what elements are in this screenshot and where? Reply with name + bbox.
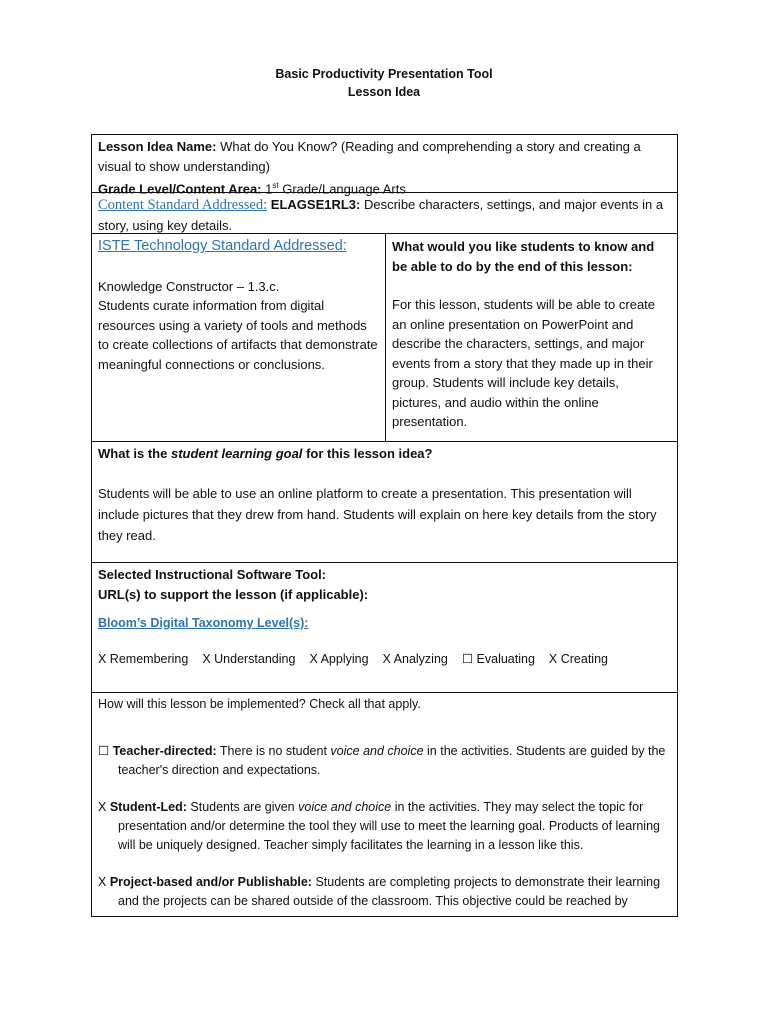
project-based-checkbox[interactable]: X [98, 875, 107, 889]
lesson-name-row [92, 135, 677, 197]
teacher-directed-text-emphasis: voice and choice [330, 744, 424, 758]
implementation-question: How will this lesson be implemented? Check all that apply. [98, 697, 421, 711]
content-standard-label: Content Standard Addressed: [98, 197, 268, 213]
blooms-level-analyzing[interactable]: X Analyzing [382, 651, 448, 666]
student-led-text-pre: Students are given [190, 800, 295, 814]
goal-question-emphasis: student learning goal [170, 446, 303, 461]
standards-row [92, 234, 677, 442]
implementation-row [92, 693, 677, 917]
student-led-text-emphasis: voice and choice [298, 800, 392, 814]
iste-text: Students curate information from digital resources using a variety of tools and methods to create collections of artifacts that demonstrate meaningful connections or conclusions. [98, 298, 378, 372]
goal-answer: Students will be able to use an online platform to create a presentation. This presentation will include pictures that they drew from hand. Students will explain on here key details from the story they read. [98, 485, 657, 543]
student-led-checkbox[interactable]: X [98, 800, 107, 814]
blooms-level-remembering[interactable]: X Remembering [98, 651, 189, 666]
blooms-level-understanding[interactable]: X Understanding [202, 651, 296, 666]
content-standard-text: Describe characters, settings, and major events in a story, using key details. [98, 197, 664, 233]
blooms-levels [98, 650, 671, 670]
blooms-label: Bloom’s Digital Taxonomy Level(s): [98, 616, 309, 630]
blooms-level-creating[interactable]: X Creating [548, 651, 608, 666]
implementation-item-student-led [98, 798, 671, 855]
document-title: Basic Productivity Presentation Tool [275, 67, 493, 81]
grade-value-text: Grade/Language Arts [282, 181, 406, 197]
lesson-name-value: What do You Know? (Reading and comprehending a story and creating a visual to show understanding) [98, 139, 641, 174]
student-led-label: Student-Led: [109, 800, 187, 814]
blooms-level-applying[interactable]: X Applying [309, 651, 369, 666]
iste-label: ISTE Technology Standard Addressed: [98, 238, 347, 254]
lesson-table [91, 134, 678, 917]
grade-label: Grade Level/Content Area: [98, 181, 262, 197]
teacher-directed-text-pre: There is no student [219, 744, 327, 758]
grade-value-number: 1 [265, 181, 273, 197]
teacher-directed-checkbox[interactable]: ☐ [98, 744, 110, 758]
project-based-label: Project-based and/or Publishable: [109, 875, 312, 889]
software-url-label: URL(s) to support the lesson (if applicable): [98, 586, 369, 602]
grade-value-sup: st [272, 181, 279, 190]
content-standard-code: ELAGSE1RL3: [270, 197, 361, 212]
teacher-directed-label: Teacher-directed: [112, 744, 217, 758]
lesson-name-label: Lesson Idea Name: [98, 139, 217, 154]
know-do-answer: For this lesson, students will be able to create an online presentation on PowerPoint and describe the characters, settings, and major events from a story that they made up in their group. Students will include key details, pictures, and audio within the online presentation. [392, 297, 656, 429]
teacher-directed-text-post: in the activities. Students are guided by the teacher's direction and expectations. [118, 744, 666, 777]
learning-goal-row [92, 442, 677, 563]
software-row [92, 563, 677, 693]
content-standard-row [92, 193, 677, 234]
know-do-question: What would you like students to know and be able to do by the end of this lesson: [392, 239, 655, 274]
implementation-item-project-based [98, 873, 671, 911]
project-based-text: Students are completing projects to demonstrate their learning and the projects can be shared outside of the classroom. This objective could be reached by [118, 875, 661, 908]
student-led-text-post: in the activities. They may select the topic for presentation and/or determine the tool they will use to meet the learning goal. Products of learning will be uniquely designed. Teacher simply facilitates the learning in a lesson like this. [118, 800, 660, 852]
goal-question-pre: What is the [98, 446, 168, 461]
goal-question-post: for this lesson idea? [306, 446, 433, 461]
software-tool-label: Selected Instructional Software Tool: [98, 567, 327, 582]
iste-cell [92, 234, 386, 441]
know-do-cell [386, 234, 677, 441]
iste-code: Knowledge Constructor – 1.3.c. [98, 278, 280, 294]
blooms-level-evaluating[interactable]: ☐ Evaluating [461, 651, 535, 666]
document-subtitle: Lesson Idea [347, 85, 421, 99]
implementation-item-teacher-directed [98, 742, 671, 780]
